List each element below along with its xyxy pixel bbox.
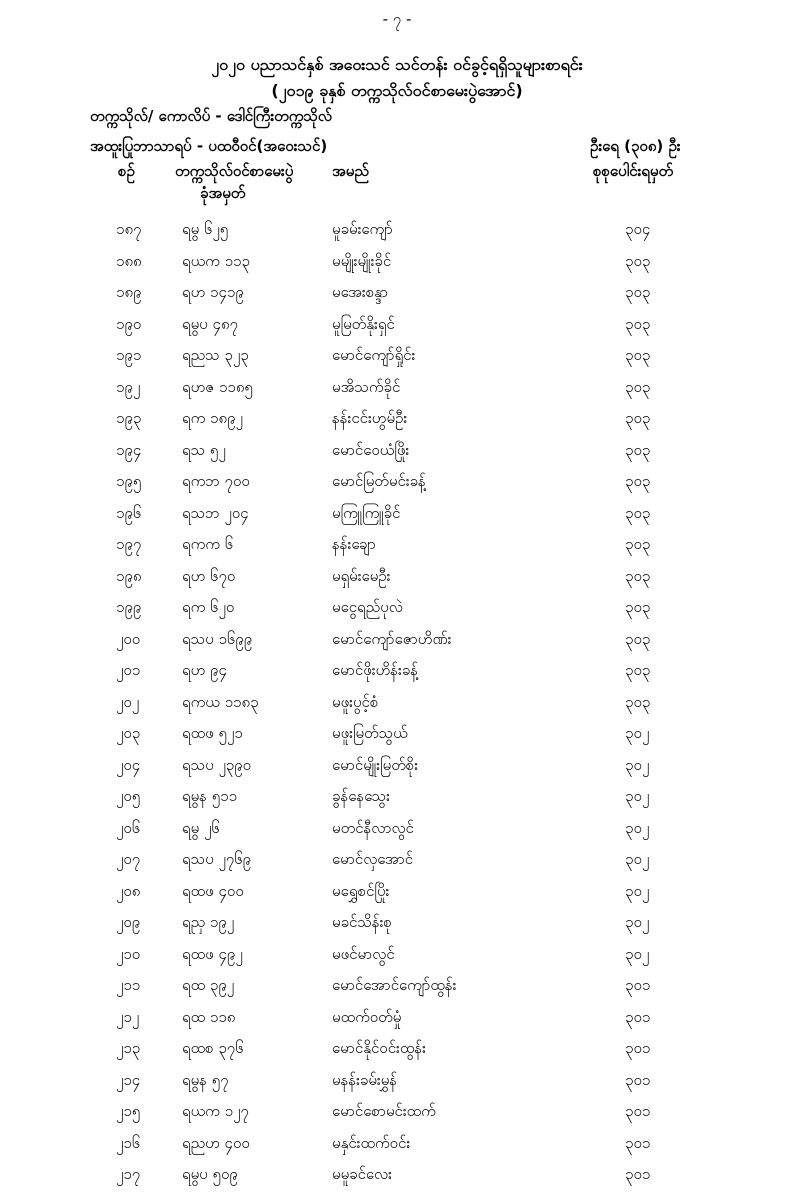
- table-row: [0, 1102, 794, 1134]
- total-marks: ၃၀၃: [625, 346, 651, 364]
- row-number: ၂၀၀: [116, 629, 141, 648]
- row-number: ၁၉၃: [116, 409, 142, 427]
- total-marks: ၃၀၃: [625, 661, 651, 679]
- column-header-no: စဉ်: [118, 162, 135, 180]
- roll-number: ရယက ၁၂၇: [182, 1102, 249, 1120]
- row-number: ၂၀၂: [116, 692, 140, 711]
- table-row: [0, 504, 794, 536]
- table-row: [0, 661, 794, 693]
- student-name: မရွှေစင်ပြိုး: [332, 881, 390, 900]
- total-marks: ၃၀၃: [625, 692, 651, 711]
- row-number: ၁၉၂: [116, 377, 141, 396]
- roll-number: ရထ ၃၉၂: [182, 976, 235, 994]
- roll-number: ရယက ၁၁၃: [182, 251, 250, 270]
- total-marks: ၃၀၂: [625, 755, 650, 774]
- table-row: [0, 535, 794, 567]
- table-row: [0, 976, 794, 1008]
- table-row: [0, 1039, 794, 1071]
- student-name: မောင်ဝေယံဖြိုး: [332, 440, 410, 459]
- row-number: ၂၁၇: [116, 1165, 141, 1183]
- row-number: ၂၀၆: [116, 818, 141, 837]
- roll-number: ရသဘ ၂၀၄: [182, 503, 249, 522]
- table-row: [0, 693, 794, 725]
- table-row: [0, 1071, 794, 1103]
- student-name: ခွန်နေသွေး: [332, 787, 390, 805]
- student-name: မောင်ကျော်ရှိုင်း: [332, 346, 416, 364]
- total-marks: ၃၀၃: [625, 251, 651, 270]
- row-number: ၁၉၀: [116, 314, 142, 333]
- total-marks: ၃၀၂: [625, 944, 650, 963]
- table-row: [0, 315, 794, 347]
- table-row: [0, 567, 794, 599]
- table-row: [0, 378, 794, 410]
- student-name: နန်းငင်းဟွမ်ဦး: [332, 409, 408, 427]
- student-name: မောင်လှအောင်: [332, 850, 414, 868]
- row-number: ၁၉၈: [116, 566, 142, 585]
- total-marks: ၃၀၁: [625, 976, 651, 994]
- table-row: [0, 913, 794, 945]
- roll-number: ရကက ၆: [182, 535, 234, 553]
- roll-number: ရက ၆၂၀: [182, 598, 235, 616]
- student-name: နန်းချော: [332, 535, 376, 553]
- student-name: မမူခင်လေး: [332, 1165, 392, 1183]
- total-marks: ၃၀၁: [625, 1165, 651, 1183]
- column-header-marks: စုစုပေါင်းရမှတ်: [593, 162, 674, 180]
- total-marks: ၃၀၃: [625, 377, 651, 396]
- table-row: [0, 1165, 794, 1197]
- row-number: ၂၀၈: [116, 881, 141, 900]
- table-row: [0, 252, 794, 284]
- row-number: ၂၁၅: [116, 1102, 141, 1120]
- student-name: မဖင်မာလွင်: [332, 944, 395, 963]
- roll-number: ရကယ ၁၁၈၃: [182, 692, 259, 711]
- student-name: မငွေရည်ပုလဲ: [332, 598, 403, 616]
- roll-number: ရမွ ၆၂၅: [182, 220, 229, 238]
- roll-number: ရမွပ ၄၈၇: [182, 314, 238, 333]
- row-number: ၁၈၉: [116, 283, 142, 301]
- table-row: [0, 283, 794, 315]
- table-row: [0, 1008, 794, 1040]
- table-row: [0, 346, 794, 378]
- roll-number: ရသ ၅၂: [182, 440, 226, 459]
- total-marks: ၃၀၁: [625, 1039, 651, 1057]
- total-marks: ၃၀၁: [625, 1102, 651, 1120]
- roll-number: ရမွပ ၅၀၉: [182, 1165, 238, 1183]
- row-number: ၂၁၁: [116, 976, 141, 994]
- total-marks: ၃၀၃: [625, 440, 651, 459]
- row-number: ၁၉၁: [116, 346, 142, 364]
- column-header-roll-number-line2: ခုံအမှတ်: [200, 184, 246, 202]
- column-header-name: အမည်: [332, 162, 369, 180]
- roll-number: ရညှ ၁၉၂: [182, 913, 235, 931]
- roll-number: ရဟ ၉၄: [182, 661, 227, 679]
- student-name: မရှမ်းမေဦး: [332, 566, 391, 585]
- student-name: မောင်နိုင်ဝင်းထွန်း: [332, 1039, 426, 1057]
- roll-number: ရမွန ၅၇: [182, 1070, 229, 1089]
- table-row: [0, 787, 794, 819]
- total-marks: ၃၀၂: [625, 724, 650, 742]
- roll-number: ရညဟ ၄၀၀: [182, 1133, 250, 1152]
- total-marks: ၃၀၂: [625, 881, 650, 900]
- row-number: ၂၀၄: [116, 755, 141, 774]
- row-number: ၂၀၉: [116, 913, 141, 931]
- total-marks: ၃၀၄: [625, 220, 651, 238]
- row-number: ၁၈၈: [116, 251, 142, 270]
- subject-heading: အထူးပြုဘာသာရပ် - ပထဝီဝင်(အဝေးသင်): [90, 137, 328, 155]
- row-number: ၂၀၃: [116, 724, 141, 742]
- table-row: [0, 441, 794, 473]
- table-row: [0, 724, 794, 756]
- table-row: [0, 882, 794, 914]
- total-marks: ၃၀၁: [625, 1070, 651, 1089]
- row-number: ၂၁၃: [116, 1039, 141, 1057]
- row-number: ၁၉၇: [116, 535, 142, 553]
- total-marks: ၃၀၃: [625, 472, 651, 490]
- roll-number: ရသပ ၂၃၉၀: [182, 755, 252, 774]
- row-number: ၂၀၅: [116, 787, 141, 805]
- student-name: မောင်မြတ်မင်းခန့်: [332, 472, 426, 490]
- page-number: - ၇ -: [382, 10, 412, 28]
- student-name: မခင်သိန်းစု: [332, 913, 392, 931]
- roll-number: ရထဖ ၄၀၀: [182, 881, 244, 900]
- roll-number: ရဟ ၁၄၁၉: [182, 283, 244, 301]
- row-number: ၁၉၄: [116, 440, 142, 459]
- roll-number: ရကဘ ၇၀၀: [182, 472, 250, 490]
- student-name: မောင်စောမင်းထက်: [332, 1102, 436, 1120]
- student-name: မမျိုးမျိုးခိုင်: [332, 251, 392, 270]
- student-name: မအေးစန္ဒာ: [332, 283, 389, 301]
- row-number: ၁၉၅: [116, 472, 142, 490]
- student-name: မထက်ဝတ်မှုံ: [332, 1007, 402, 1026]
- column-header-roll-number: တက္ကသိုလ်ဝင်စာမေးပွဲ: [175, 162, 294, 180]
- total-marks: ၃၀၃: [625, 503, 651, 522]
- row-number: ၂၁၆: [116, 1133, 141, 1152]
- roll-number: ရသပ ၁၆၉၉: [182, 629, 253, 648]
- table-row: [0, 945, 794, 977]
- document-subtitle: (၂၀၁၉ ခုနှစ် တက္ကသိုလ်ဝင်စာမေးပွဲအောင်): [271, 81, 523, 100]
- roll-number: ရထဖ ၅၂၁: [182, 724, 243, 742]
- table-row: [0, 409, 794, 441]
- university-heading: တက္ကသိုလ်/ ကောလိပ် - ဒေါင်ကြီးတက္ကသိုလ်: [90, 107, 332, 125]
- row-number: ၂၁၄: [116, 1070, 141, 1089]
- table-row: [0, 598, 794, 630]
- roll-number: ရထ ၁၁၈: [182, 1007, 236, 1026]
- roll-number: ရဟ ၆၇၀: [182, 566, 236, 585]
- total-marks: ၃၀၁: [625, 1133, 651, 1152]
- student-name: မောင်အောင်ကျော်ထွန်း: [332, 976, 457, 994]
- student-list: [0, 220, 794, 1197]
- student-count: ဦးရေ (၃၀၈) ဦး: [590, 137, 681, 155]
- total-marks: ၃၀၂: [625, 850, 650, 868]
- roll-number: ရညသ ၃၂၃: [182, 346, 249, 364]
- student-name: မောင်မျိုးမြတ်စိုး: [332, 755, 419, 774]
- total-marks: ၃၀၂: [625, 818, 650, 837]
- student-name: မကြူကြူခိုင်: [332, 503, 401, 522]
- row-number: ၁၉၉: [116, 598, 142, 616]
- row-number: ၂၁၀: [116, 944, 141, 963]
- roll-number: ရထဖ ၄၉၂: [182, 944, 243, 963]
- student-name: မအိသက်ခိုင်: [332, 377, 401, 396]
- roll-number: ရက ၁၈၉၂: [182, 409, 243, 427]
- row-number: ၂၁၂: [116, 1007, 140, 1026]
- roll-number: ရမွ ၂၆: [182, 818, 220, 837]
- roll-number: ရသပ ၂၇၆၉: [182, 850, 252, 868]
- student-name: မောင်ကျော်ဇောဟိဏ်း: [332, 629, 452, 648]
- student-name: မတင်နီလာလွင်: [332, 818, 414, 837]
- total-marks: ၃၀၃: [625, 629, 651, 648]
- table-row: [0, 819, 794, 851]
- table-row: [0, 630, 794, 662]
- student-name: မောင်ဖိုးဟိန်းခန့်: [332, 661, 419, 679]
- total-marks: ၃၀၃: [625, 566, 651, 585]
- table-row: [0, 220, 794, 252]
- total-marks: ၃၀၃: [625, 314, 651, 333]
- student-name: မနှင်းထက်ဝင်း: [332, 1133, 411, 1152]
- total-marks: ၃၀၃: [625, 409, 651, 427]
- total-marks: ၃၀၃: [625, 283, 651, 301]
- total-marks: ၃၀၃: [625, 598, 651, 616]
- roll-number: ရမွန ၅၁၁: [182, 787, 238, 805]
- total-marks: ၃၀၁: [625, 1007, 651, 1026]
- row-number: ၂၀၇: [116, 850, 141, 868]
- student-name: မဖူးမြတ်သွယ်: [332, 724, 408, 742]
- total-marks: ၃၀၂: [625, 913, 650, 931]
- table-row: [0, 850, 794, 882]
- roll-number: ရထစ ၃၇၆: [182, 1039, 244, 1057]
- document-title: ၂၀၂၀ ပညာသင်နှစ် အဝေးသင် သင်တန်း ဝင်ခွင့်ရရှိသူများစာရင်း: [211, 55, 583, 74]
- table-row: [0, 1134, 794, 1166]
- student-name: မဖူးပွင့်စံ: [332, 692, 379, 711]
- row-number: ၂၀၁: [116, 661, 141, 679]
- row-number: ၁၉၆: [116, 503, 142, 522]
- table-row: [0, 472, 794, 504]
- student-name: မနန်းခမ်းမွှန်: [332, 1070, 398, 1089]
- roll-number: ရဟဇ ၁၁၈၅: [182, 377, 253, 396]
- row-number: ၁၈၇: [116, 220, 142, 238]
- total-marks: ၃၀၂: [625, 787, 650, 805]
- student-name: မူခမ်းကျော်: [332, 220, 393, 238]
- student-name: မူမြတ်နိုးရှင်: [332, 314, 395, 333]
- table-row: [0, 756, 794, 788]
- total-marks: ၃၀၃: [625, 535, 651, 553]
